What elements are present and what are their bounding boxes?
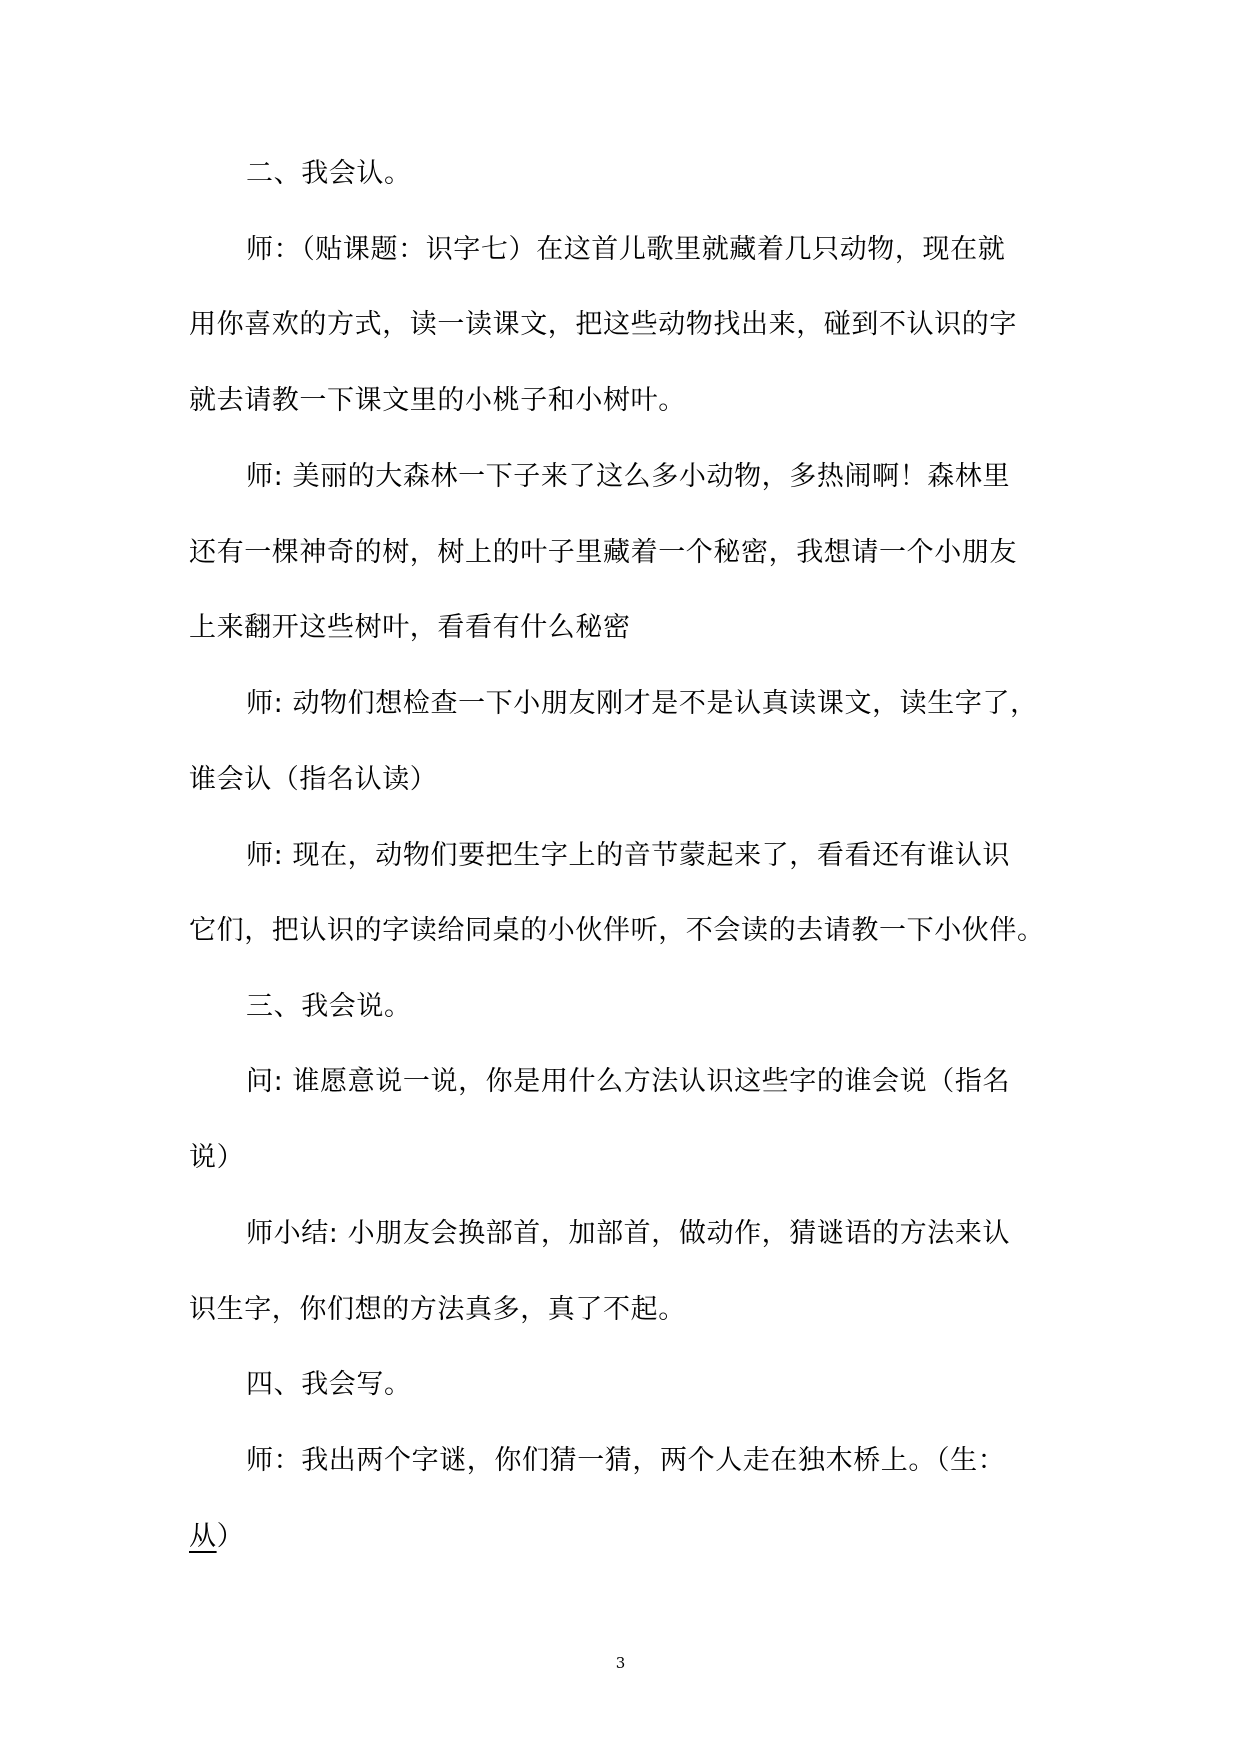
section-heading-speak: 三、我会说。 [246,991,412,1022]
page-number: 3 [615,1654,626,1672]
paragraph-line: 谁会认（指名认读） [189,764,438,795]
paragraph-line: 它们，把认识的字读给同桌的小伙伴听，不会读的去请教一下小伙伴。 [189,915,1045,946]
paragraph-line: 师：（贴课题：识字七）在这首儿歌里就藏着几只动物，现在就 [246,234,1006,265]
section-heading-write: 四、我会写。 [246,1369,412,1400]
underlined-answer: 从 [189,1521,217,1552]
paragraph-line: 用你喜欢的方式，读一读课文，把这些动物找出来，碰到不认识的字 [189,309,1017,340]
paragraph-line: 还有一棵神奇的树，树上的叶子里藏着一个秘密，我想请一个小朋友 [189,537,1017,568]
closing-paren: ） [216,1521,245,1552]
paragraph-line: 师小结: 小朋友会换部首，加部首，做动作，猜谜语的方法来认 [246,1218,1011,1249]
paragraph-line: 识生字，你们想的方法真多，真了不起。 [189,1294,686,1325]
paragraph-line: 上来翻开这些树叶，看看有什么秘密 [189,612,631,643]
paragraph-line: 师: 现在，动物们要把生字上的音节蒙起来了，看看还有谁认识 [246,840,1011,871]
paragraph-line: 问: 谁愿意说一说，你是用什么方法认识这些字的谁会说（指名 [246,1066,1011,1097]
section-heading-recognize: 二、我会认。 [246,158,412,189]
paragraph-line: 说） [189,1142,245,1173]
paragraph-line-last [189,1517,244,1557]
paragraph-line: 师：我出两个字谜，你们猜一猜，两个人走在独木桥上。（生： [246,1445,1006,1476]
paragraph-line: 师: 动物们想检查一下小朋友刚才是不是认真读课文，读生字了， [246,688,1038,719]
paragraph-line: 就去请教一下课文里的小桃子和小树叶。 [189,385,686,416]
paragraph-line: 师: 美丽的大森林一下子来了这么多小动物，多热闹啊！森林里 [246,461,1011,492]
